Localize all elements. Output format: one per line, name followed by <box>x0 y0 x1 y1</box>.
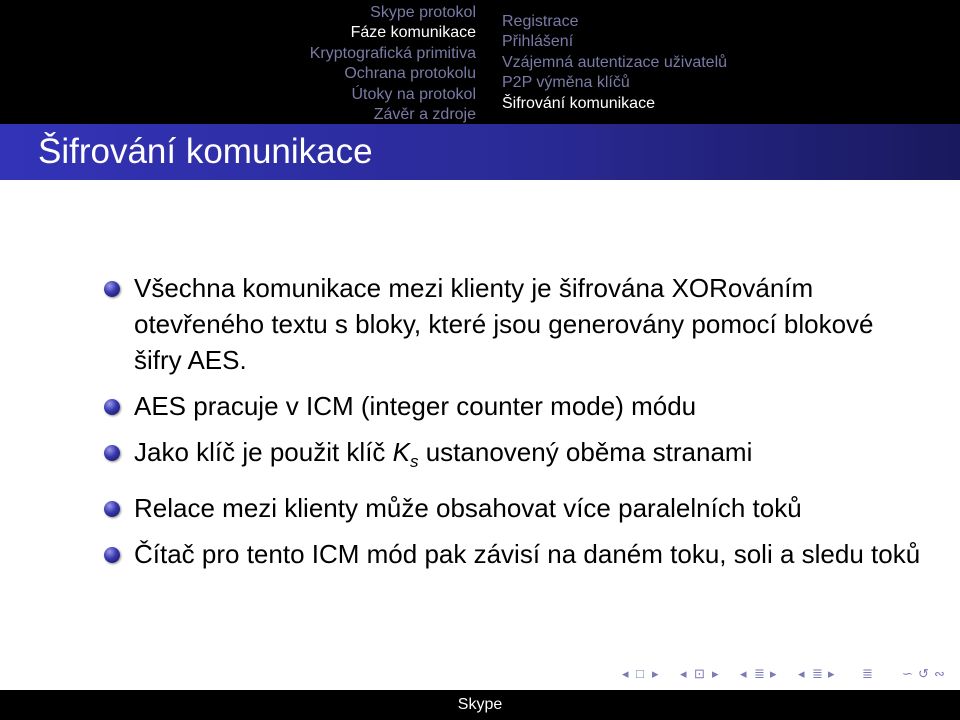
nav-subsection-sifrovani-komunikace[interactable]: Šifrování komunikace <box>502 94 655 112</box>
nav-section-ochrana-protokolu[interactable]: Ochrana protokolu <box>344 65 476 83</box>
bullet-icon <box>104 281 120 297</box>
bullet-text: Všechna komunikace mezi klienty je šifrována XORováním otevřeného textu s bloky, které jsou generovány pomocí blokové šifry AES. <box>134 273 874 375</box>
nav-subsection-vzajemna-autentizace[interactable]: Vzájemná autentizace uživatelů <box>502 53 728 71</box>
search-forward-icon[interactable]: ∾ <box>934 666 945 681</box>
bullet-icon <box>104 501 120 517</box>
bullet-icon <box>104 547 120 563</box>
bullet-text: Čítač pro tento ICM mód pak závisí na daném toku, soli a sledu toků <box>134 539 921 570</box>
frame-next-icon[interactable]: ▸ <box>652 666 659 681</box>
bullet-item <box>104 388 924 424</box>
bullet-text-suffix: ustanovený oběma stranami <box>418 437 753 467</box>
frame-title-bar <box>0 124 960 180</box>
nav-section-faze-komunikace[interactable]: Fáze komunikace <box>350 24 476 42</box>
nav-section-zaver-a-zdroje[interactable]: Závěr a zdroje <box>373 106 476 124</box>
bullet-text-prefix: Jako klíč je použit klíč <box>134 437 393 467</box>
section-next-icon[interactable]: ▸ <box>770 666 777 681</box>
bullet-item <box>104 490 924 526</box>
nav-section-kryptograficka-primitiva[interactable]: Kryptografická primitiva <box>309 44 476 62</box>
bullet-text: AES pracuje v ICM (integer counter mode) módu <box>134 391 697 421</box>
nav-subsection-p2p-vymena-klicu[interactable]: P2P výměna klíčů <box>502 74 630 92</box>
subsection-next-icon[interactable]: ▸ <box>712 666 719 681</box>
bullet-text: Relace mezi klienty může obsahovat více paralelních toků <box>134 493 802 524</box>
nav-subsection-prihlaseni[interactable]: Přihlášení <box>502 33 574 51</box>
key-subscript: s <box>410 452 419 472</box>
nav-section-skype-protokol[interactable]: Skype protokol <box>370 4 476 21</box>
top-navigation-bar <box>0 0 960 124</box>
nav-subsection-registrace[interactable]: Registrace <box>502 13 579 30</box>
search-back-icon[interactable]: ∽ <box>902 666 913 681</box>
bullet-item <box>104 536 924 572</box>
appendix-icon[interactable]: ≣ <box>862 666 873 681</box>
frame-prev-icon[interactable]: ◂ <box>622 666 629 681</box>
document-next-icon[interactable]: ▸ <box>828 666 835 681</box>
document-prev-icon[interactable]: ◂ <box>798 666 805 681</box>
frame-title: Šifrování komunikace <box>38 132 373 171</box>
bullet-icon <box>104 399 120 415</box>
frame-icon[interactable]: □ <box>636 666 644 681</box>
undo-icon[interactable]: ↺ <box>918 666 929 681</box>
document-icon[interactable]: ≣ <box>812 666 823 681</box>
section-prev-icon[interactable]: ◂ <box>740 666 747 681</box>
section-navigation <box>0 0 476 124</box>
subsection-prev-icon[interactable]: ◂ <box>680 666 687 681</box>
slide-content <box>104 270 924 582</box>
nav-section-utoky-na-protokol[interactable]: Útoky na protokol <box>351 85 476 103</box>
key-symbol: K <box>392 437 410 467</box>
section-icon[interactable]: ≣ <box>754 666 765 681</box>
bullet-icon <box>104 445 120 461</box>
beamer-navigation-symbols <box>622 664 956 684</box>
bullet-item <box>104 434 924 480</box>
footer-bar <box>0 690 960 720</box>
footer-title: Skype <box>457 696 503 713</box>
subsection-navigation <box>502 0 942 124</box>
subsection-icon[interactable]: ⊡ <box>694 666 705 681</box>
bullet-item <box>104 270 924 378</box>
